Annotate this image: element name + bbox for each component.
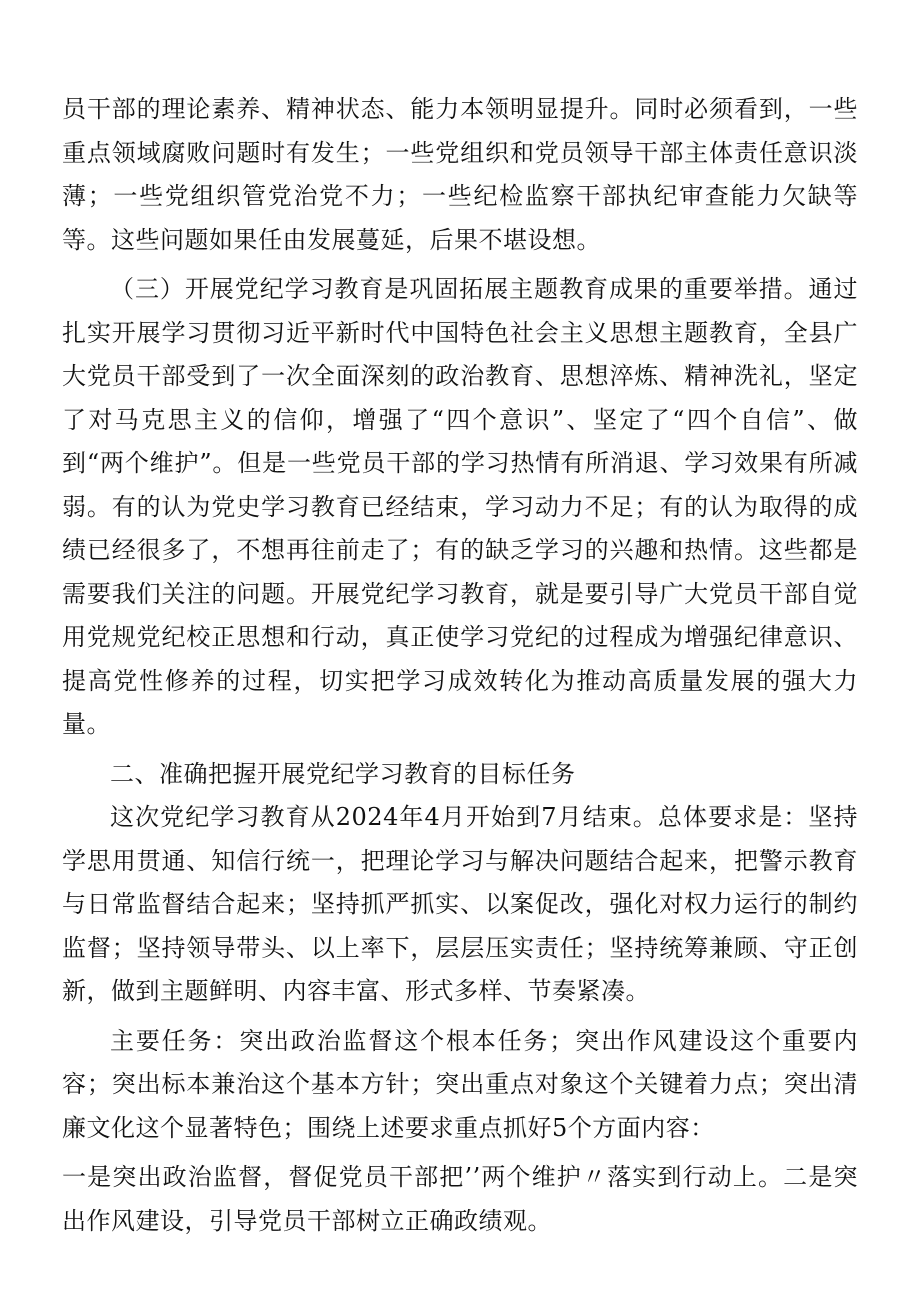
paragraph-section-three: （三）开展党纪学习教育是巩固拓展主题教育成果的重要举措。通过扎实开展学习贯彻习近平新时代中国特色社会主义思想主题教育，全县广大党员干部受到了一次全面深刻的政治教育、思想淬炼、精神洗礼，坚定了对马克思主义的信仰，增强了“四个意识”、坚定了“四个自信”、做到“两个维护”。但是一些党员干部的学习热情有所消退、学习效果有所减弱。有的认为党史学习教育已经结束，学习动力不足；有的认为取得的成绩已经很多了，不想再往前走了；有的缺乏学习的兴趣和热情。这些都是需要我们关注的问题。开展党纪学习教育，就是要引导广大党员干部自觉用党规党纪校正思想和行动，真正使学习党纪的过程成为增强纪律意识、提高党性修养的过程，切实把学习成效转化为推动高质量发展的强大力量。 — [62, 275, 858, 738]
paragraph-overall-requirements: 这次党纪学习教育从2024年4月开始到7月结束。总体要求是：坚持学思用贯通、知信行统一，把理论学习与解决问题结合起来，把警示教育与日常监督结合起来；坚持抓严抓实、以案促改，强化对权力运行的制约监督；坚持领导带头、以上率下，层层压实责任；坚持统筹兼顾、守正创新，做到主题鲜明、内容丰富、形式多样、节奏紧凑。 — [62, 803, 858, 1005]
paragraph-continuation: 员干部的理论素养、精神状态、能力本领明显提升。同时必须看到，一些重点领域腐败问题时有发生；一些党组织和党员领导干部主体责任意识淡薄；一些党组织管党治党不力；一些纪检监察干部执纪审查能力欠缺等等。这些问题如果任由发展蔓延，后果不堪设想。 — [62, 95, 858, 254]
paragraph-main-tasks: 主要任务：突出政治监督这个根本任务；突出作风建设这个重要内容；突出标本兼治这个基本方针；突出重点对象这个关键着力点；突出清廉文化这个显著特色；围绕上述要求重点抓好5个方面内容： — [62, 1026, 858, 1142]
section-heading-two: 二、准确把握开展党纪学习教育的目标任务 — [110, 759, 576, 788]
paragraph-task-details: 一是突出政治监督，督促党员干部把’’两个维护〃落实到行动上。二是突出作风建设，引导党员干部树立正确政绩观。 — [62, 1163, 858, 1235]
document-body — [62, 88, 858, 1243]
